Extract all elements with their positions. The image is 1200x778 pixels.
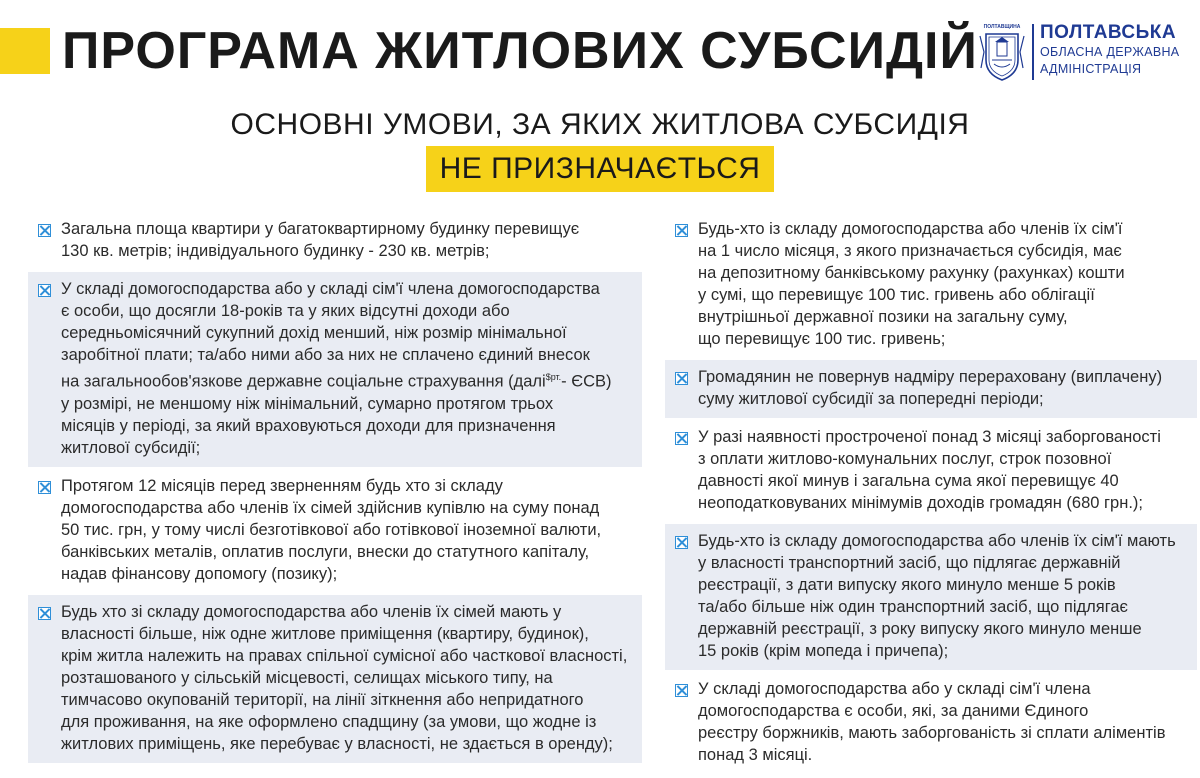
list-item-text: Протягом 12 місяців перед зверненням будь хто зі складу домогосподарства або членів їх сімей здійснив купівлю на суму понад 50 тис. грн, у тому числі безготівкової або готівкової іноземної валюти, банківських металів, оплатив послуги, внески до статутного капіталу, надав фінансову допомогу (позику); <box>61 476 602 583</box>
list-item-text: Загальна площа квартири у багатоквартирному будинку перевищує 130 кв. метрів; індивідуального будинку - 230 кв. метрів; <box>61 220 580 260</box>
list-item-text-part: - ЄСВ) у розмірі, не меншому ніж мінімальний, сумарно протягом трьох місяців у періоді, за який враховуються доходи для призначення житлової субсидії; <box>61 372 612 457</box>
list-item <box>665 212 1197 358</box>
checkbox-x-icon <box>675 224 688 237</box>
logo-line-1: ПОЛТАВСЬКА <box>1040 22 1177 43</box>
checkbox-x-icon <box>675 684 688 697</box>
subtitle: ОСНОВНІ УМОВИ, ЗА ЯКИХ ЖИТЛОВА СУБСИДІЯ <box>230 108 970 141</box>
subtitle-highlight-wrap <box>0 146 1200 192</box>
right-conditions-list <box>665 212 1197 774</box>
checkbox-x-icon <box>38 284 51 297</box>
checkbox-x-icon <box>675 372 688 385</box>
logo-line-3: АДМІНІСТРАЦІЯ <box>1040 62 1142 76</box>
poltava-crest-icon <box>978 22 1026 84</box>
list-item-superscript: $рт. <box>545 372 562 382</box>
checkbox-x-icon <box>38 607 51 620</box>
list-item-text: Будь-хто із складу домогосподарства або членів їх сім'ї на 1 число місяця, з якого призначається субсидія, має на депозитному банківському рахунку (рахунках) кошти у сумі, що перевищує 100 тис. гривень або облігації внутрішньої державної позики на загальну суму, що перевищує 100 тис. гривень; <box>698 220 1125 348</box>
checkbox-x-icon <box>675 536 688 549</box>
list-item <box>28 467 642 593</box>
list-item-text-part: У складі домогосподарства або у складі сім'ї члена домогосподарства є особи, що досягли 18-років та у яких відсутні доходи або середньомісячний сукупний дохід менший, ніж розмір мінімальної заробітної плати; та/або ними або за них не сплачено єдиний внесок на загальнообов'язкове державне соціальне страхування (далі <box>61 280 600 391</box>
list-item-text: У складі домогосподарства або у складі сім'ї члена домогосподарства є особи, які, за даними Єдиного реєстру боржників, мають заборгованість зі сплати аліментів понад 3 місяці. <box>698 680 1166 764</box>
logo-line-2: ОБЛАСНА ДЕРЖАВНА <box>1040 45 1180 59</box>
list-item-text: Будь хто зі складу домогосподарства або членів їх сімей мають у власності більше, ніж одне житлове приміщення (квартиру, будинок), крім житла належить на правах спільної сумісної або часткової власності, розташованого у сільській місцевості, селищах міського типу, на тимчасово окупованій території, на лінії зіткнення або непридатного для проживання, на яке оформлено спадщину (за умови, що жодне із житлових приміщень, яке перебуває у власності, не здається в оренду); <box>61 602 628 753</box>
poltava-oda-logo <box>978 22 1179 84</box>
list-item <box>28 270 642 467</box>
checkbox-x-icon <box>675 432 688 445</box>
list-item <box>28 593 642 763</box>
list-item <box>665 670 1197 774</box>
logo-divider <box>1032 24 1034 80</box>
checkbox-x-icon <box>38 224 51 237</box>
list-item-text: Громадянин не повернув надміру перераховану (виплачену) суму житлової субсидії за попередні періоди; <box>698 368 1163 408</box>
list-item <box>28 212 642 270</box>
logo-text <box>1040 22 1179 78</box>
list-item-text <box>61 278 612 459</box>
title-accent-square <box>0 28 50 74</box>
subtitle-highlight: НЕ ПРИЗНАЧАЄТЬСЯ <box>426 146 775 192</box>
left-conditions-list <box>28 212 642 763</box>
page-title: ПРОГРАМА ЖИТЛОВИХ СУБСИДІЙ <box>62 22 978 80</box>
checkbox-x-icon <box>38 481 51 494</box>
list-item <box>665 358 1197 418</box>
crest-caption: ПОЛТАВЩИНА <box>983 24 1021 30</box>
list-item <box>665 522 1197 670</box>
list-item <box>665 418 1197 522</box>
list-item-text: Будь-хто із складу домогосподарства або членів їх сім'ї мають у власності транспортний засіб, що підлягає державній реєстрації, з дати випуску якого минуло менше 5 років та/або більше ніж один транспортний засіб, що підлягає державній реєстрації, з року випуску якого минуло менше 15 років (крім мопеда і причепа); <box>698 532 1176 660</box>
list-item-text: У разі наявності простроченої понад 3 місяці заборгованості з оплати житлово-комунальних послуг, строк позовної давності якої минув і загальна сума якої перевищує 40 неоподатковуваних мінімумів доходів громадян (680 грн.); <box>698 428 1161 512</box>
